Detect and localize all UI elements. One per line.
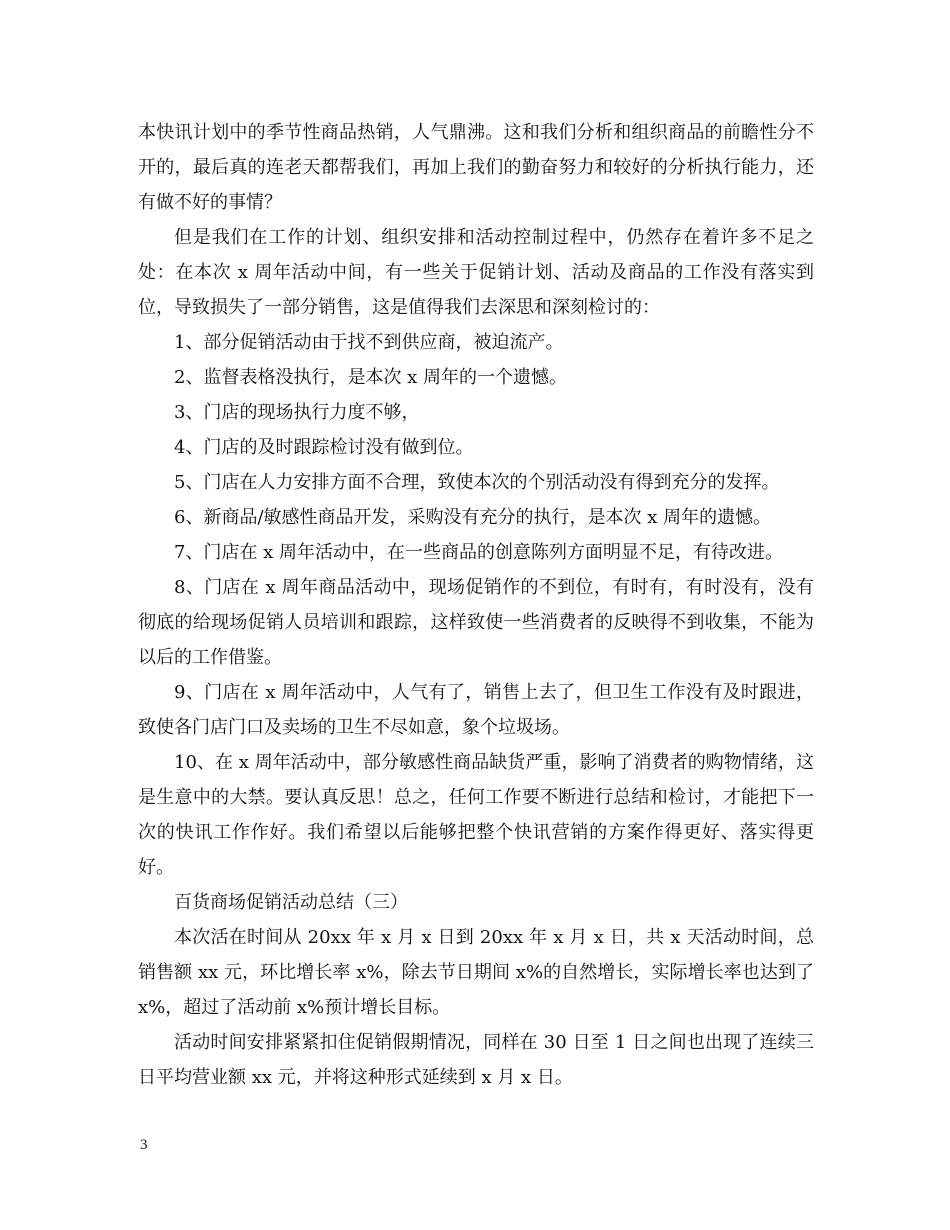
list-item-3: 3、门店的现场执行力度不够， bbox=[174, 402, 420, 423]
list-item-6: 6、新商品/敏感性商品开发，采购没有充分的执行，是本次 x 周年的遗憾。 bbox=[174, 507, 772, 528]
list-item-4: 4、门店的及时跟踪检讨没有做到位。 bbox=[174, 437, 474, 458]
paragraph-shortcomings-intro: 但是我们在工作的计划、组织安排和活动控制过程中，仍然存在着许多不足之处：在本次 x 周年活动中间，有一些关于促销计划、活动及商品的工作没有落实到位，导致损失了一部分销售，这是值得我们去深思和深刻检讨的： bbox=[138, 227, 814, 318]
list-item-10: 10、在 x 周年活动中，部分敏感性商品缺货严重，影响了消费者的购物情绪，这是生意中的大禁。要认真反思！总之，任何工作要不断进行总结和检讨，才能把下一次的快讯工作作好。我们希望以后能够把整个快讯营销的方案作得更好、落实得更好。 bbox=[138, 752, 814, 878]
paragraph-schedule: 活动时间安排紧紧扣住促销假期情况，同样在 30 日至 1 日之间也出现了连续三日平均营业额 xx 元，并将这种形式延续到 x 月 x 日。 bbox=[138, 1032, 814, 1088]
list-item-7: 7、门店在 x 周年活动中，在一些商品的创意陈列方面明显不足，有待改进。 bbox=[174, 542, 784, 563]
paragraph-continuation: 本快讯计划中的季节性商品热销，人气鼎沸。这和我们分析和组织商品的前瞻性分不开的，最后真的连老天都帮我们，再加上我们的勤奋努力和较好的分析执行能力，还有做不好的事情？ bbox=[138, 122, 814, 213]
paragraph-sales-summary: 本次活在时间从 20xx 年 x 月 x 日到 20xx 年 x 月 x 日，共 x 天活动时间，总销售额 xx 元，环比增长率 x%，除去节日期间 x%的自然增长，实际增长率也达到了 x%，超过了活动前 x%预计增长目标。 bbox=[138, 927, 814, 1018]
page-number: 3 bbox=[140, 1137, 148, 1153]
section-heading: 百货商场促销活动总结（三） bbox=[174, 892, 408, 913]
list-item-8: 8、门店在 x 周年商品活动中，现场促销作的不到位，有时有，有时没有，没有彻底的给现场促销人员培训和跟踪，这样致使一些消费者的反映得不到收集，不能为以后的工作借鉴。 bbox=[138, 577, 814, 668]
list-item-9: 9、门店在 x 周年活动中，人气有了，销售上去了，但卫生工作没有及时跟进，致使各门店门口及卖场的卫生不尽如意，象个垃圾场。 bbox=[138, 682, 814, 738]
list-item-5: 5、门店在人力安排方面不合理，致使本次的个别活动没有得到充分的发挥。 bbox=[174, 472, 780, 493]
list-item-2: 2、监督表格没执行，是本次 x 周年的一个遗憾。 bbox=[174, 367, 568, 388]
list-item-1: 1、部分促销活动由于找不到供应商，被迫流产。 bbox=[174, 332, 564, 353]
document-body bbox=[138, 115, 814, 1095]
